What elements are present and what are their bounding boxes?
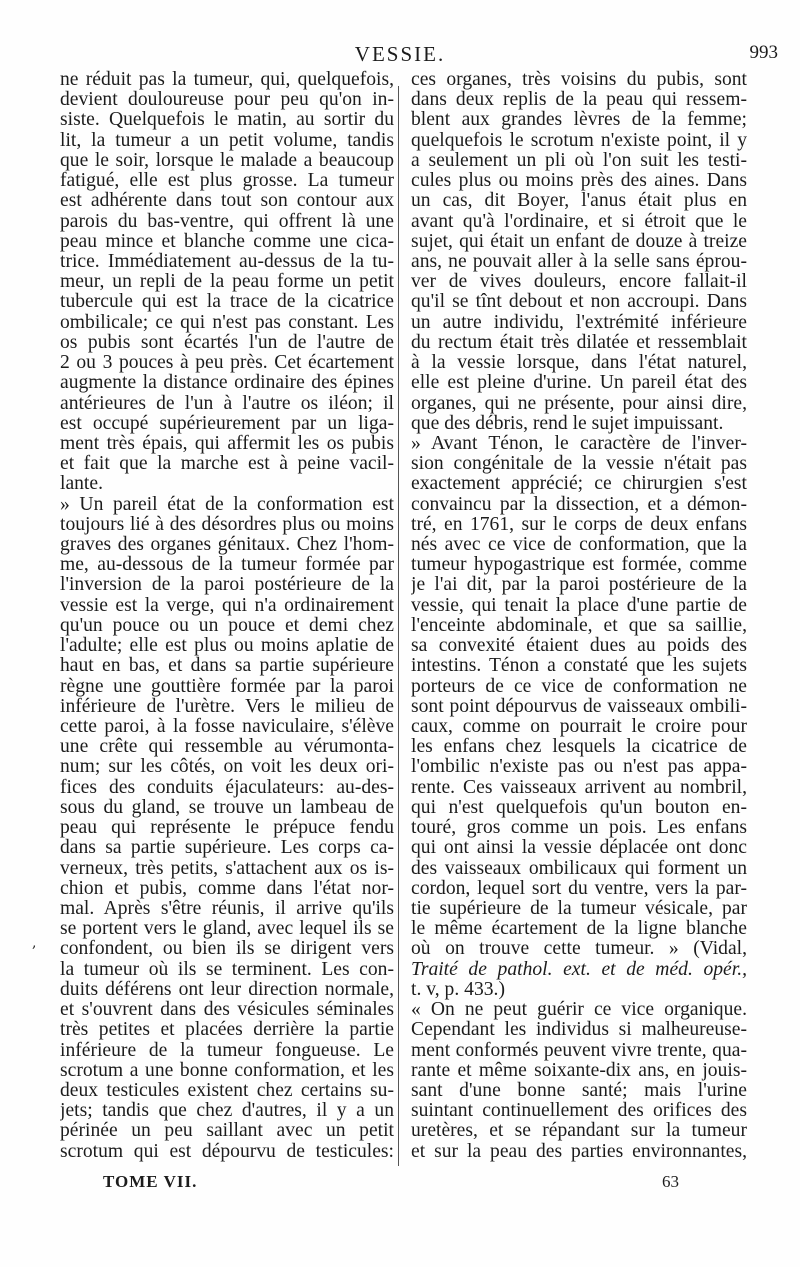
text-line: os pubis sont écartés l'un de l'autre de xyxy=(60,332,394,353)
text-line: me, au-dessous de la tumeur formée par xyxy=(60,555,394,576)
text-line: antérieures de l'un à l'autre os iléon; il xyxy=(60,393,394,414)
text-line: scrotum a une bonne conformation, et les xyxy=(60,1060,394,1081)
text-line: et s'ouvrent dans des vésicules séminales xyxy=(60,1000,394,1021)
text-line: meur, un repli de la peau forme un petit xyxy=(60,272,394,293)
stray-mark: , xyxy=(32,935,37,951)
text-line: a seulement un pli où l'on suit les testi- xyxy=(411,150,747,171)
text-line: ment très épais, qui affermit les os pubis xyxy=(60,433,394,454)
text-line: vessie, qui tenait la place d'une partie de xyxy=(411,595,747,616)
text-line: cules plus ou moins près des aines. Dans xyxy=(411,171,747,192)
text-line: blent aux grandes lèvres de la femme; xyxy=(411,110,747,131)
text-line: ment conformés peuvent vivre trente, qua- xyxy=(411,1040,747,1061)
text-line: ans, ne pouvait aller à la selle sans éprou- xyxy=(411,251,747,272)
running-title: VESSIE. xyxy=(354,42,446,66)
text-line: intestins. Ténon a constaté que les sujets xyxy=(411,656,747,677)
text-line: vessie est la verge, qui n'a ordinairement xyxy=(60,595,394,616)
text-line: lante. xyxy=(60,474,103,495)
text-line: ne réduit pas la tumeur, qui, quelquefois, xyxy=(60,70,394,90)
page-footer xyxy=(0,1172,800,1196)
text-line: sant d'une bonne santé; mais l'urine xyxy=(411,1080,747,1101)
text-line: verneux, très petits, s'attachent aux os is- xyxy=(60,858,394,879)
volume-label: TOME VII. xyxy=(103,1172,198,1191)
text-line: devient douloureuse pour peu qu'on in- xyxy=(60,90,394,111)
text-line: sous du gland, se trouve un lambeau de xyxy=(60,797,394,818)
text-line: jets; tandis que chez d'autres, il y a un xyxy=(60,1101,394,1122)
text-line: mal. Après s'être réunis, il arrive qu'ils xyxy=(60,898,394,919)
text-line: que le soir, lorsque le malade a beaucoup xyxy=(60,150,394,171)
text-line: très petites et placées derrière la partie xyxy=(60,1020,394,1041)
text-line: num; sur les côtés, on voit les deux ori- xyxy=(60,757,394,778)
text-line: un autre individu, l'extrémité inférieure xyxy=(411,312,747,333)
text-line: sujet, qui était un enfant de douze à treize xyxy=(411,231,747,252)
text-line: chion et pubis, comme dans l'état nor- xyxy=(60,878,394,899)
text-line: et sur la peau des parties environnantes, xyxy=(411,1141,747,1162)
text-line: l'enceinte abdominale, et que sa saillie, xyxy=(411,615,747,636)
text-line: rente. Ces vaisseaux arrivent au nombril, xyxy=(411,777,747,798)
text-line: « On ne peut guérir ce vice organique. xyxy=(411,1000,747,1021)
text-line: siste. Quelquefois le matin, au sortir du xyxy=(60,110,394,131)
text-line: peau qui représente le prépuce fendu xyxy=(60,818,394,839)
text-line: sont point dépourvus de vaisseaux ombili- xyxy=(411,696,747,717)
text-line: et fait que la marche est à peine vacil- xyxy=(60,454,394,475)
text-line: périnée un peu saillant avec un petit xyxy=(60,1121,394,1142)
text-line: haut en bas, et dans sa partie supérieure xyxy=(60,656,394,677)
text-line: fatigué, elle est plus grosse. La tumeur xyxy=(60,171,394,192)
text-line: 2 ou 3 pouces à peu près. Cet écartement xyxy=(60,353,394,374)
page-number: 993 xyxy=(749,42,778,63)
text-line: la tumeur où ils se terminent. Les con- xyxy=(60,959,394,980)
left-column xyxy=(60,70,394,1162)
text-line: les enfans chez lesquels la cicatrice de xyxy=(411,737,747,758)
text-line: ombilicale; ce qui n'est pas constant. Les xyxy=(60,312,394,333)
text-line: elle est pleine d'urine. Un pareil état des xyxy=(411,373,747,394)
text-line: augmente la distance ordinaire des épines xyxy=(60,373,394,394)
text-line: je l'ai dit, par la paroi postérieure de la xyxy=(411,575,747,596)
running-head xyxy=(0,42,800,72)
text-line: » Avant Ténon, le caractère de l'inver- xyxy=(411,433,747,454)
text-line: inférieure de la tumeur fongueuse. Le xyxy=(60,1040,394,1061)
right-column xyxy=(411,70,747,1162)
text-line: un cas, dit Boyer, l'anus était plus en xyxy=(411,191,747,212)
text-line: organes, qui ne présente, pour ainsi dire, xyxy=(411,393,747,414)
text-line: des vaisseaux ombilicaux qui forment un xyxy=(411,858,747,879)
text-line: sa convexité étaient dues au poids des xyxy=(411,636,747,657)
text-line: est occupé supérieurement par un liga- xyxy=(60,413,394,434)
text-line: avant qu'à l'ordinaire, et si étroit que le xyxy=(411,211,747,232)
column-rule xyxy=(398,86,399,1166)
text-line: dans deux replis de la peau qui ressem- xyxy=(411,90,747,111)
text-line: tré, en 1761, sur le corps de deux enfans xyxy=(411,514,747,535)
text-line: nés avec ce vice de conformation, que la xyxy=(411,535,747,556)
text-line: Cependant les individus si malheureuse- xyxy=(411,1020,747,1041)
text-line: l'inversion de la paroi postérieure de la xyxy=(60,575,394,596)
text-line: se portent vers le gland, avec lequel ils se xyxy=(60,919,394,940)
text-line: qui ont ainsi la vessie déplacée ont donc xyxy=(411,838,747,859)
text-line: tumeur hypogastrique est formée, comme xyxy=(411,555,747,576)
text-line: rante et même soixante-dix ans, en jouis- xyxy=(411,1060,747,1081)
text-line: fices des conduits éjaculateurs: au-des- xyxy=(60,777,394,798)
text-line: parois du bas-ventre, qui offrent là une xyxy=(60,211,394,232)
text-line: quelquefois le scrotum n'existe point, il y xyxy=(411,130,747,151)
text-line: tubercule qui est la trace de la cicatrice xyxy=(60,292,394,313)
text-line: t. v, p. 433.) xyxy=(411,979,505,1000)
text-line: confondent, ou bien ils se dirigent vers xyxy=(60,939,394,960)
text-line: deux testicules existent chez certains su- xyxy=(60,1080,394,1101)
text-line: tie supérieure de la tumeur vésicale, par xyxy=(411,898,747,919)
text-line: toujours lié à des désordres plus ou moins xyxy=(60,514,394,535)
text-line: l'ombilic n'existe pas ou n'est pas appa- xyxy=(411,757,747,778)
text-line: où on trouve cette tumeur. » (Vidal, xyxy=(411,939,747,960)
text-line: uretères, et se répandant sur la tumeur xyxy=(411,1121,747,1142)
text-line: règne une gouttière formée par la paroi xyxy=(60,676,394,697)
text-line: peau mince et blanche comme une cica- xyxy=(60,231,394,252)
signature-mark: 63 xyxy=(662,1172,679,1191)
text-line: sion congénitale de la vessie n'était pas xyxy=(411,454,747,475)
text-line: qu'il se tînt debout et non accroupi. Dans xyxy=(411,292,747,313)
text-line: trice. Immédiatement au-dessus de la tu- xyxy=(60,251,394,272)
text-line: cordon, lequel sort du ventre, vers la par- xyxy=(411,878,747,899)
text-line: qu'un pouce ou un pouce et demi chez xyxy=(60,615,394,636)
text-line: suintant continuellement des orifices des xyxy=(411,1101,747,1122)
text-line: inférieure de l'urètre. Vers le milieu de xyxy=(60,696,394,717)
text-line: est adhérente dans tout son contour aux xyxy=(60,191,394,212)
text-line: qui n'est quelquefois qu'un bouton en- xyxy=(411,797,747,818)
text-line: caux, comme on pourrait le croire pour xyxy=(411,717,747,737)
text-line: touré, gros comme un pois. Les enfans xyxy=(411,818,747,839)
text-line: une crête qui ressemble au vérumonta- xyxy=(60,737,394,758)
text-line: ver de vives douleurs, encore fallait-il xyxy=(411,272,747,293)
text-line: duits déférens ont leur direction normale, xyxy=(60,979,394,1000)
text-line: graves des organes génitaux. Chez l'hom- xyxy=(60,535,394,556)
text-line: le même écartement de la ligne blanche xyxy=(411,919,747,940)
text-line: lit, la tumeur a un petit volume, tandis xyxy=(60,130,394,151)
text-line: convaincu par la dissection, et a démon- xyxy=(411,494,747,515)
text-line: » Un pareil état de la conformation est xyxy=(60,494,394,515)
text-line: Traité de pathol. ext. et de méd. opér., xyxy=(411,959,747,980)
text-line: l'adulte; elle est plus ou moins aplatie de xyxy=(60,636,394,657)
text-line: dans sa partie supérieure. Les corps ca- xyxy=(60,838,394,859)
text-line: ces organes, très voisins du pubis, sont xyxy=(411,70,747,90)
text-line: porteurs de ce vice de conformation ne xyxy=(411,676,747,697)
text-line: scrotum qui est dépourvu de testicules: xyxy=(60,1141,394,1162)
text-line: à la vessie lorsque, dans l'état naturel, xyxy=(411,353,747,374)
text-line: exactement apprécié; ce chirurgien s'est xyxy=(411,474,747,495)
text-line: que des débris, rend le sujet impuissant. xyxy=(411,413,724,434)
text-line: du rectum était très dilatée et ressemblait xyxy=(411,332,747,353)
text-line: cette paroi, à la fosse naviculaire, s'élève xyxy=(60,717,394,737)
